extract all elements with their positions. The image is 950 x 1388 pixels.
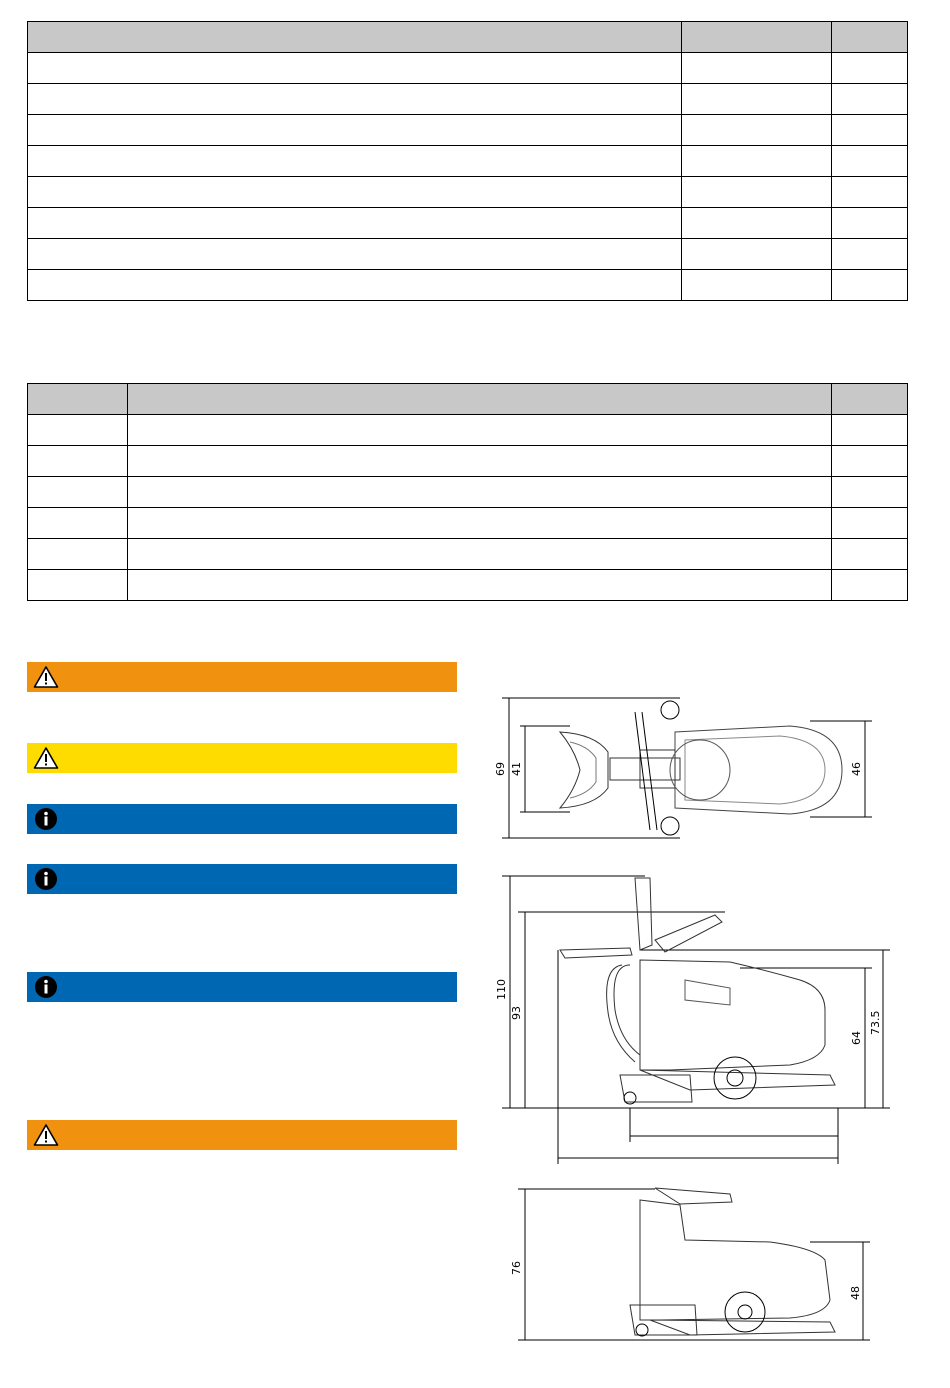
table-row [28,570,908,601]
spec-table-bottom [27,383,908,601]
table-cell [28,446,128,477]
table-cell [128,539,832,570]
dimension-label: 48 [849,1286,862,1300]
table-cell [28,115,682,146]
table-cell [832,508,908,539]
warning-triangle-icon [33,665,59,689]
header-cell [28,22,682,53]
table-cell [28,177,682,208]
table-cell [128,477,832,508]
info-bar [27,804,457,834]
table-cell [682,177,832,208]
table-row [28,477,908,508]
table-row [28,53,908,84]
table-cell [832,570,908,601]
table-cell [682,208,832,239]
table-row [28,539,908,570]
table-cell [128,508,832,539]
info-bar [27,972,457,1002]
dimension-label: 73.5 [869,1010,882,1035]
info-icon [33,867,59,891]
table-cell [682,146,832,177]
table-cell [128,570,832,601]
warning-triangle-icon [33,1123,59,1147]
table-cell [832,146,908,177]
table-cell [28,477,128,508]
table-row [28,446,908,477]
table-cell [28,508,128,539]
table-cell [682,239,832,270]
header-cell [682,22,832,53]
warning-bar [27,1120,457,1150]
warning-triangle-icon [33,746,59,770]
table-cell [28,84,682,115]
table-cell [28,270,682,301]
table-cell [832,53,908,84]
table-header-row [28,22,908,53]
info-bar [27,864,457,894]
info-icon [33,975,59,999]
dimension-label: 46 [850,762,863,776]
table-cell [832,477,908,508]
caution-bar [27,743,457,773]
dimension-label: 69 [494,762,507,776]
table-cell [28,415,128,446]
table-cell [832,208,908,239]
table-cell [128,415,832,446]
spec-table-top [27,21,908,301]
table-cell [28,539,128,570]
table-row [28,115,908,146]
info-icon [33,807,59,831]
table-cell [28,570,128,601]
header-cell [128,384,832,415]
dimension-label: 76 [510,1261,523,1275]
table-cell [28,146,682,177]
table-row [28,415,908,446]
dimension-label: 110 [495,979,508,1000]
table-row [28,508,908,539]
table-cell [682,84,832,115]
header-cell [28,384,128,415]
table-cell [832,115,908,146]
table-cell [682,270,832,301]
table-row [28,208,908,239]
table-cell [128,446,832,477]
dimension-label: 64 [850,1031,863,1045]
header-cell [832,22,908,53]
dimension-label: 93 [510,1006,523,1020]
side-view-drawing [490,870,900,1170]
table-row [28,146,908,177]
table-row [28,239,908,270]
top-view-drawing [490,690,890,850]
table-cell [682,53,832,84]
table-cell [28,239,682,270]
table-cell [832,239,908,270]
table-header-row [28,384,908,415]
warning-bar [27,662,457,692]
table-cell [832,84,908,115]
table-cell [832,177,908,208]
table-cell [28,208,682,239]
dimension-label: 41 [510,762,523,776]
table-cell [832,539,908,570]
table-row [28,177,908,208]
table-cell [832,270,908,301]
table-row [28,270,908,301]
folded-view-drawing [490,1180,900,1350]
table-cell [28,53,682,84]
table-row [28,84,908,115]
table-cell [832,446,908,477]
table-cell [832,415,908,446]
table-cell [682,115,832,146]
header-cell [832,384,908,415]
